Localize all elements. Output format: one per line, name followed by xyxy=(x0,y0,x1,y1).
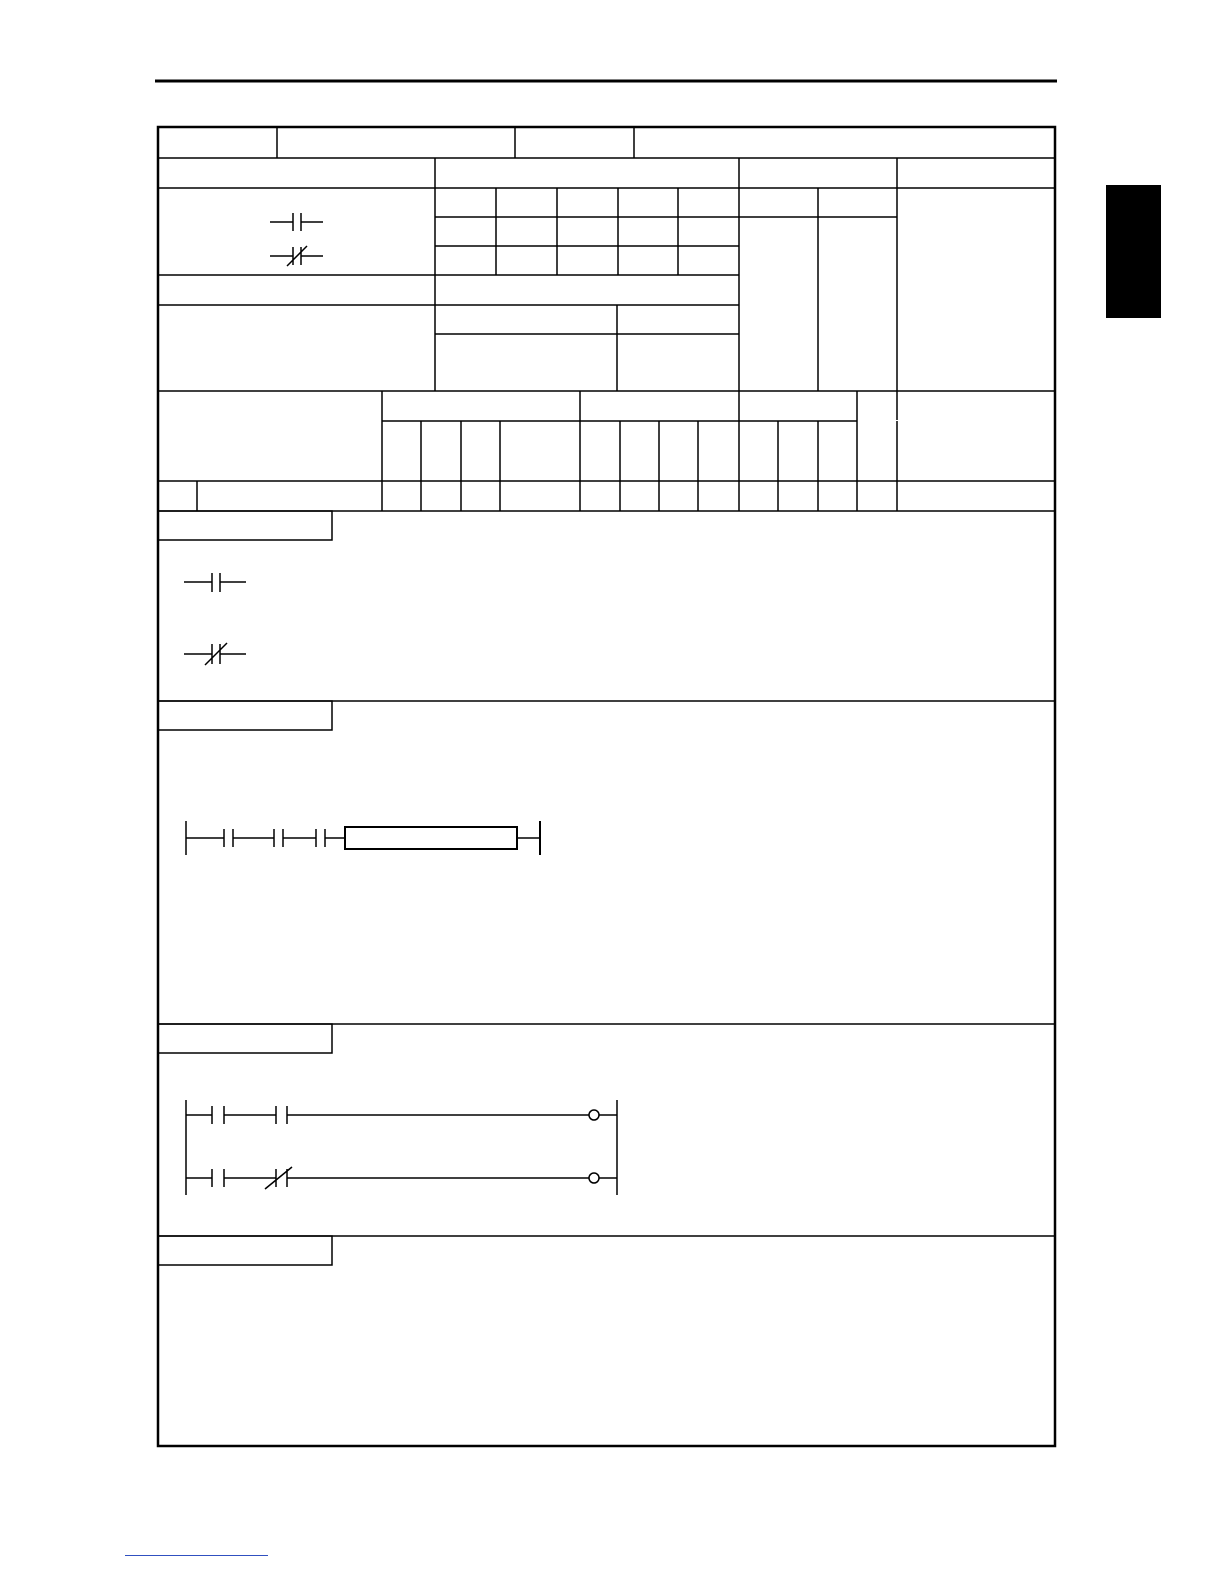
normally-open-contact-icon xyxy=(270,213,323,231)
section-ladder-coils xyxy=(158,1024,617,1195)
normally-open-contact-icon xyxy=(184,573,246,592)
normally-closed-contact-icon xyxy=(270,246,323,266)
section-notes xyxy=(158,1236,332,1265)
instruction-frame xyxy=(158,127,1055,1446)
normally-closed-contact-icon xyxy=(184,643,246,665)
coil-icon xyxy=(589,1173,599,1183)
spec-table xyxy=(158,127,1055,511)
coil-icon xyxy=(589,1110,599,1120)
section-symbols xyxy=(158,511,332,665)
footer-link[interactable] xyxy=(125,1555,268,1556)
function-box xyxy=(345,827,517,849)
chapter-tab xyxy=(1106,185,1161,318)
section-ladder-series xyxy=(158,701,540,855)
